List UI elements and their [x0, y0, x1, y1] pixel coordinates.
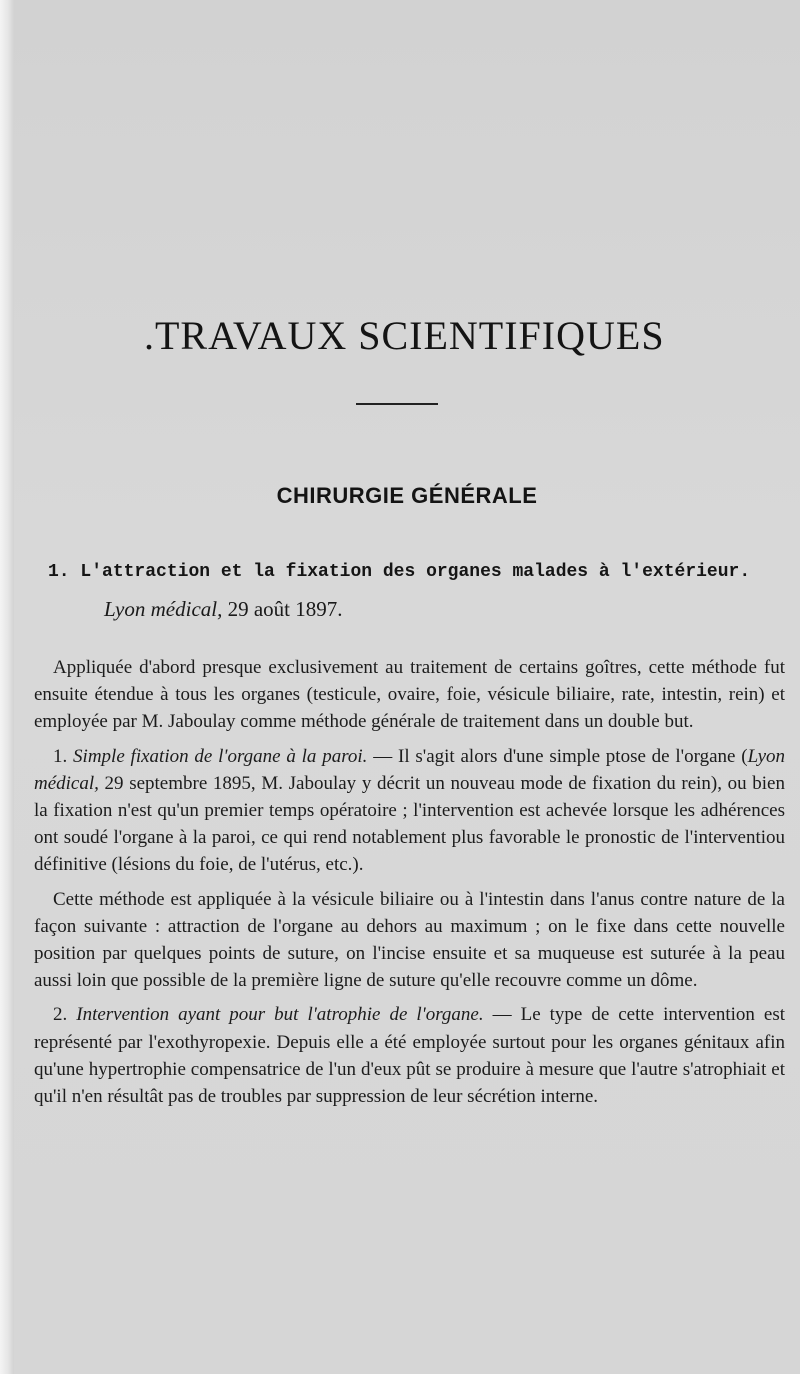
subsection-heading: Intervention ayant pour but l'atrophie de l'organe.: [76, 1004, 484, 1026]
page-title: .TRAVAUX SCIENTIFIQUES: [144, 313, 665, 358]
subsection-number: 2.: [53, 1004, 68, 1026]
paragraph: Cette méthode est appliquée à la vésicule biliaire ou à l'intestin dans l'anus contre nature de la façon suivante : attraction de l'organe au dehors au maximum ; on le fixe dans cette nouvelle position par quelques points de suture, on l'incise ensuite et sa muqueuse est suturée à la peau aussi loin que possible de la première ligne de suture qu'elle recouvre comme un dôme.: [34, 888, 785, 992]
item-source: [104, 597, 343, 622]
paragraph: Appliquée d'abord presque exclusivement au traitement de certains goîtres, cette méthode fut ensuite étendue à tous les organes (testicule, ovaire, foie, vésicule biliaire, rate, intestin, rein) et employée par M. Jaboulay comme méthode générale de traitement dans un double but.: [34, 657, 785, 733]
title-divider: [356, 403, 438, 405]
scan-margin: [0, 0, 14, 1374]
subsection-heading: Simple fixation de l'organe à la paroi.: [73, 745, 368, 767]
item-title-text: L'attraction et la fixation des organes malades à l'extérieur.: [80, 562, 751, 582]
document-page: [14, 0, 800, 1374]
paragraph: [34, 1001, 785, 1110]
journal-reference: Lyon médical,: [34, 745, 786, 794]
section-heading: CHIRURGIE GÉNÉRALE: [276, 483, 538, 508]
body-text: [34, 654, 785, 1117]
item-number: 1.: [48, 562, 70, 582]
item-heading: [48, 562, 750, 582]
paragraph: [34, 743, 785, 879]
subsection-number: 1.: [53, 745, 68, 767]
paragraph-text: — Il s'agit alors d'une simple ptose de l'organe (: [367, 745, 748, 767]
paragraph-text: 29 septembre 1895, M. Jaboulay y décrit un nouveau mode de fixation du rein), ou bien la fixation n'est qu'un premier temps opératoire ; l'intervention est achevée lorsque les adhérences ont soudé l'organe à la paroi, ce qui rend notablement plus favorable le pronostic de l'interventiou définitive (lésions du foie, de l'utérus, etc.).: [34, 772, 785, 876]
paragraph-text: — Le type de cette intervention est représenté par l'exothyropexie. Depuis elle a été employée surtout pour les organes génitaux afin qu'une hypertrophie compensatrice de l'un d'eux pût se produire à mesure que l'autre s'atrophiait et qu'il n'en résultât pas de troubles par suppression de leur sécrétion interne.: [34, 1004, 785, 1108]
source-date: 29 août 1897.: [227, 597, 343, 621]
source-journal: Lyon médical,: [104, 597, 223, 621]
